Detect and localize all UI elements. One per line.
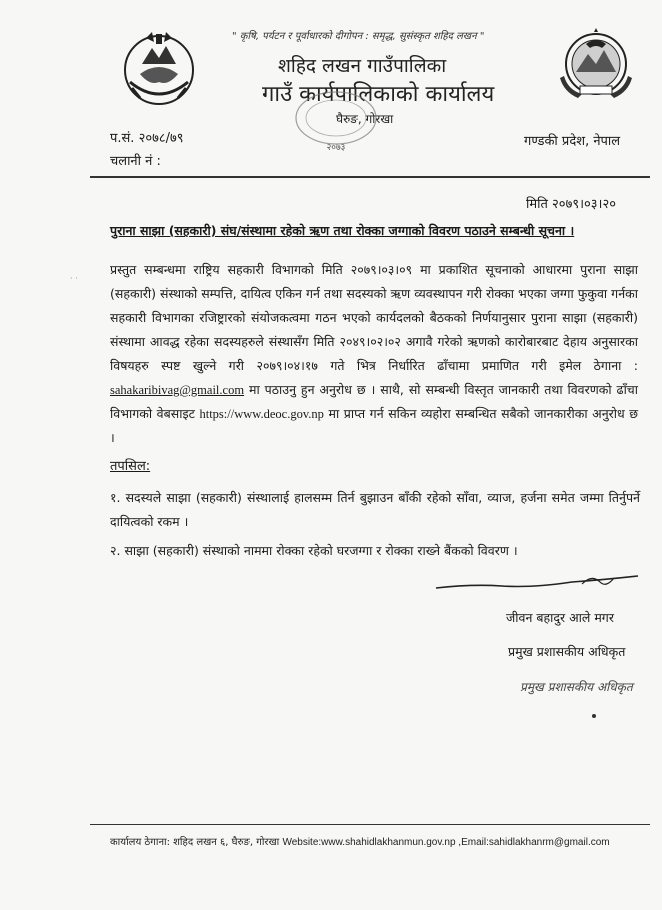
footer-email[interactable]: ,Email:sahidlakhanrm@gmail.com (455, 837, 610, 848)
letter-reference-number: प.सं. २०७८/७९ (110, 131, 184, 146)
signatory-name: जीवन बहादुर आले मगर (506, 610, 614, 625)
letter-subject: पुराना साझा (सहकारी) संघ/संस्थामा रहेको ऋण तथा रोक्का जग्गाको विवरण पठाउने सम्बन्धी सूचना । (110, 223, 575, 238)
email-link[interactable]: sahakaribivag@gmail.com (110, 383, 245, 397)
letter-date: मिति २०७९।०३।२० (526, 197, 616, 212)
office-address: घैरुङ, गोरखा (336, 112, 394, 126)
body-text-part1: प्रस्तुत सम्बन्धमा राष्ट्रिय सहकारी विभागको मिति २०७९।०३।०९ मा प्रकाशित सूचनाको आधारमा पुराना साझा (सहकारी) संस्थाको सम्पत्ति, दायित्व एकिन गर्न तथा सदस्यको ऋण व्यवस्थापन गरी रोक्का भएका जग्गा फुकुवा गर्नका सहकारी विभागका रजिष्ट्रारको संयोजकत्वमा गठन भएको कार्यदलको बैठकको निर्णयानुसार पुराना साझा (सहकारी) संस्थामा आवद्ध रहेका सदस्यहरुले संस्थासँग मिति २०४९।०२।०२ अगावै गरेको ऋणको कारोबारबाट देहाय अनुसारका विषयहरु स्पष्ट खुल्ने गरी २०७९।०४।१७ गते भित्र निर्धारित ढाँचामा प्रमाणित गरी इमेल ठेगाना : (110, 262, 638, 373)
footer (110, 834, 610, 848)
office-motto: " कृषि, पर्यटन र पूर्वाधारको दीगोपन : समृद्ध, सुसंस्कृत शहिद लखन " (232, 31, 485, 42)
municipality-name: शहिद लखन गाउँपालिका (278, 55, 447, 77)
details-heading: तपसिल: (110, 459, 151, 474)
stamp-year: २०७३ (326, 143, 346, 153)
body-text-part2: मा पठाउनु हुन अनुरोध छ । साथै, सो सम्बन्धी विस्तृत जानकारी तथा विवरणको ढाँचा विभागको वेबसाइट (110, 382, 638, 421)
signatory-stamp: प्रमुख प्रशासकीय अधिकृत (520, 680, 633, 694)
signatory-title: प्रमुख प्रशासकीय अधिकृत (508, 644, 626, 659)
dispatch-number: चलानी नं : (110, 154, 161, 169)
detail-item-2: २. साझा (सहकारी) संस्थाको नाममा रोक्का रहेको घरजग्गा र रोक्का राख्ने बैंकको विवरण । (110, 543, 518, 558)
office-stamp-icon (286, 88, 386, 158)
letter-body (110, 258, 638, 450)
detail-item-1: १. सदस्यले साझा (सहकारी) संस्थालाई हालसम्म तिर्न बुझाउन बाँकी रहेको साँवा, व्याज, हर्जना समेत जम्मा तिर्नुपर्ने दायित्वको रकम । (110, 490, 640, 529)
office-name: गाउँ कार्यपालिकाको कार्यालय (262, 82, 495, 107)
handwritten-signature (432, 570, 642, 594)
margin-smudge: · · (70, 274, 78, 283)
municipality-logo-icon (558, 26, 634, 100)
header-divider (90, 176, 650, 178)
website-link[interactable]: https://www.deoc.gov.np (199, 407, 324, 421)
footer-address: कार्यालय ठेगाना: शहिद लखन ६, घैरुङ, गोरखा (110, 837, 283, 848)
footer-divider (90, 824, 650, 825)
footer-website[interactable]: Website:www.shahidlakhanmun.gov.np (282, 837, 456, 848)
province-name: गण्डकी प्रदेश, नेपाल (524, 134, 621, 149)
government-emblem-icon (116, 24, 202, 110)
ink-dot (592, 714, 596, 718)
body-text-part3: मा प्राप्त गर्न सकिन व्यहोरा सम्बन्धित सबैको जानकारीका अनुरोध छ । (110, 406, 639, 445)
